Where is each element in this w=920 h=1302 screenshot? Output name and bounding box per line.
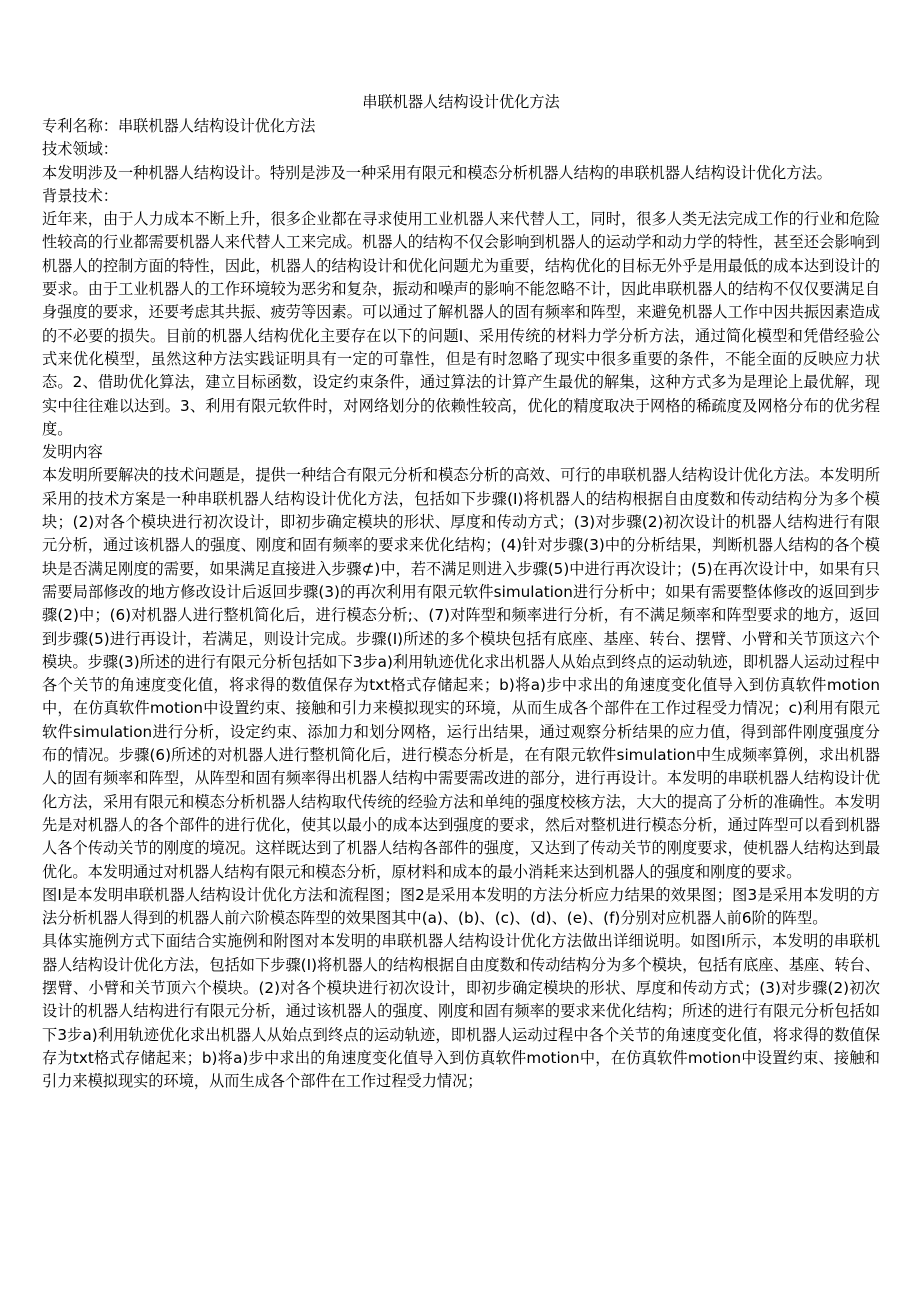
background-paragraph: 近年来，由于人力成本不断上升，很多企业都在寻求使用工业机器人来代替人工，同时，很多人类无法完成工作的行业和危险性较高的行业都需要机器人来代替人工来完成。机器人的结构不仅会影响到机器人的运动学和动力学的特性，甚至还会影响到机器人的控制方面的特性，因此，机器人的结构设计和优化问题尤为重要，结构优化的目标无外乎是用最低的成本达到设计的要求。由于工业机器人的工作环境较为恶劣和复杂，振动和噪声的影响不能忽略不计，因此串联机器人的结构不仅仅要满足自身强度的要求，还要考虑其共振、疲劳等因素。可以通过了解机器人的固有频率和阵型，来避免机器人工作中因共振因素造成的不必要的损失。目前的机器人结构优化主要存在以下的问题I、采用传统的材料力学分析方法，通过简化模型和凭借经验公式来优化模型，虽然这种方法实践证明具有一定的可靠性，但是有时忽略了现实中很多重要的条件，不能全面的反映应力状态。2、借助优化算法，建立目标函数，设定约束条件，通过算法的计算产生最优的解集，这种方式多为是理论上最优解，现实中往往难以达到。3、利用有限元软件时，对网络划分的依赖性较高，优化的精度取决于网格的稀疏度及网格分布的优劣程度。 (42, 210, 880, 438)
section-heading-invention-content: 发明内容 (42, 443, 103, 462)
section-heading-technical-field: 技术领域： (42, 140, 118, 159)
figure-description-paragraph: 图I是本发明串联机器人结构设计优化方法和流程图；图2是采用本发明的方法分析应力结果的效果图；图3是采用本发明的方法分析机器人得到的机器人前六阶模态阵型的效果图其中(a)、(b)、(c)、(d)、(e)、(f)分别对应机器人前6阶的阵型。 (42, 885, 880, 928)
section-heading-background: 背景技术： (42, 186, 118, 205)
invention-content-paragraph: 本发明所要解决的技术问题是，提供一种结合有限元分析和模态分析的高效、可行的串联机器人结构设计优化方法。本发明所采用的技术方案是一种串联机器人结构设计优化方法，包括如下步骤(I)将机器人的结构根据自由度数和传动结构分为多个模块；(2)对各个模块进行初次设计，即初步确定模块的形状、厚度和传动方式；(3)对步骤(2)初次设计的机器人结构进行有限元分析，通过该机器人的强度、刚度和固有频率的要求来优化结构；(4)针对步骤(3)中的分析结果，判断机器人结构的各个模块是否满足刚度的需要，如果满足直接进入步骤⊄)中，若不满足则进入步骤(5)中进行再次设计；(5)在再次设计中，如果有只需要局部修改的地方修改设计后返回步骤(3)的再次利用有限元软件simulation进行分析中；如果有需要整体修改的返回到步骤(2)中；(6)对机器人进行整机简化后，进行模态分析;、(7)对阵型和频率进行分析，有不满足频率和阵型要求的地方，返回到步骤(5)进行再设计，若满足，则设计完成。步骤(I)所述的多个模块包括有底座、基座、转台、摆臂、小臂和关节顶这六个模块。步骤(3)所述的进行有限元分析包括如下3步a)利用轨迹优化求出机器人从始点到终点的运动轨迹，即机器人运动过程中各个关节的角速度变化值，将求得的数值保存为txt格式存储起来；b)将a)步中求出的角速度变化值导入到仿真软件motion中，在仿真软件motion中设置约束、接触和引力来模拟现实的环境，从而生成各个部件在工作过程受力情况；c)利用有限元软件simulation进行分析，设定约束、添加力和划分网格，运行出结果，通过观察分析结果的应力值，得到部件刚度强度分布的情况。步骤(6)所述的对机器人进行整机简化后，进行模态分析是，在有限元软件simulation中生成频率算例，求出机器人的固有频率和阵型，从阵型和固有频率得出机器人结构中需要需改进的部分，进行再设计。本发明的串联机器人结构设计优化方法，采用有限元和模态分析机器人结构取代传统的经验方法和单纯的强度校核方法，大大的提高了分析的准确性。本发明先是对机器人的各个部件的进行优化，使其以最小的成本达到强度的要求，然后对整机进行模态分析，通过阵型可以看到机器人各个传动关节的刚度的境况。这样既达到了机器人结构各部件的强度，又达到了传动关节的刚度要求，使机器人结构达到最优化。本发明通过对机器人结构有限元和模态分析，原材料和成本的最小消耗来达到机器人的强度和刚度的要求。 (42, 466, 880, 881)
embodiment-paragraph: 具体实施例方式下面结合实施例和附图对本发明的串联机器人结构设计优化方法做出详细说明。如图I所示，本发明的串联机器人结构设计优化方法，包括如下步骤(I)将机器人的结构根据自由度数和传动结构分为多个模块，包括有底座、基座、转台、摆臂、小臂和关节顶六个模块。(2)对各个模块进行初次设计，即初步确定模块的形状、厚度和传动方式；(3)对步骤(2)初次设计的机器人结构进行有限元分析，通过该机器人的强度、刚度和固有频率的要求来优化结构；所述的进行有限元分析包括如下3步a)利用轨迹优化求出机器人从始点到终点的运动轨迹，即机器人运动过程中各个关节的角速度变化值，将求得的数值保存为txt格式存储起来；b)将a)步中求出的角速度变化值导入到仿真软件motion中，在仿真软件motion中设置约束、接触和引力来模拟现实的环境，从而生成各个部件在工作过程受力情况； (42, 932, 880, 1091)
patent-name-line: 专利名称：串联机器人结构设计优化方法 (42, 117, 316, 135)
document-page (42, 90, 880, 1093)
technical-field-paragraph: 本发明涉及一种机器人结构设计。特别是涉及一种采用有限元和模态分析机器人结构的串联机器人结构设计优化方法。 (42, 163, 832, 182)
document-title: 串联机器人结构设计优化方法 (362, 93, 560, 111)
